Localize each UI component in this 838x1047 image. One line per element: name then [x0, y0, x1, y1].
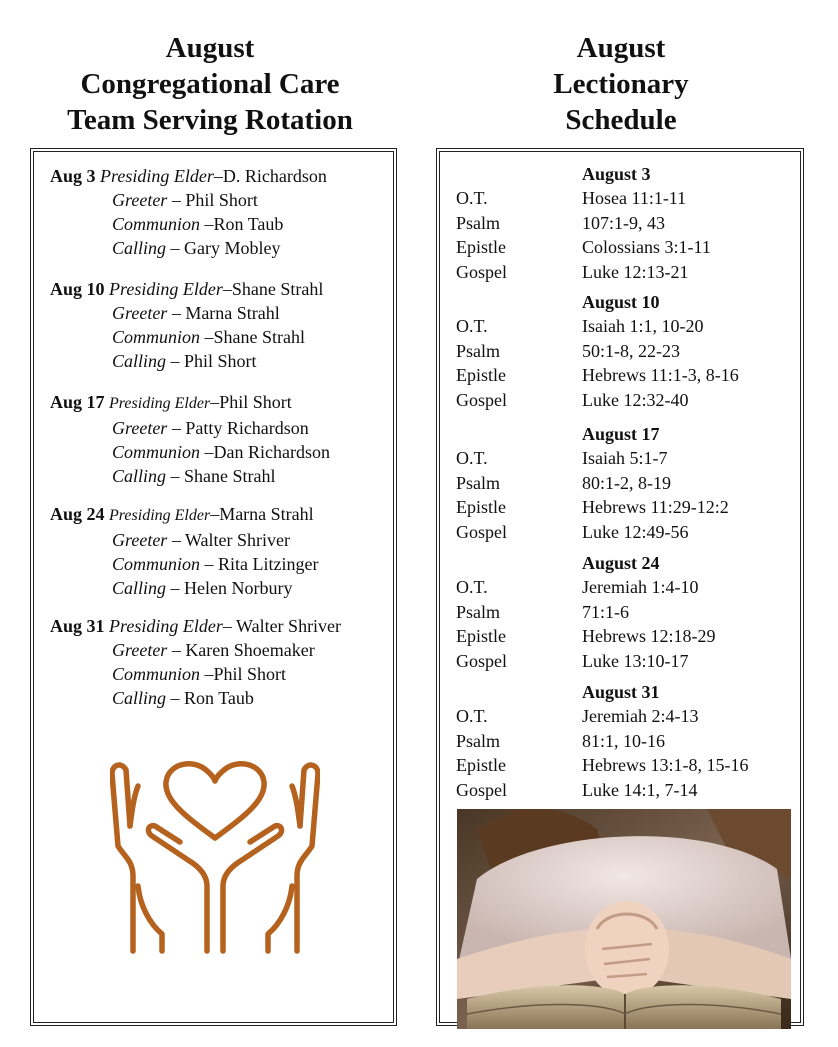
role-label: Calling: [112, 351, 167, 371]
reading-row: [456, 260, 796, 284]
role-label: Calling: [112, 238, 167, 258]
reading-reference: Hebrews 11:1-3, 8-16: [582, 365, 739, 386]
reading-reference: Luke 13:10-17: [582, 650, 689, 671]
separator: –: [167, 530, 185, 550]
presiding-elder-name: D. Richardson: [222, 166, 327, 186]
role-label: Communion: [112, 327, 201, 347]
lectionary-title-line: August: [576, 32, 666, 64]
rotation-entry: [50, 277, 323, 373]
reading-row: [456, 520, 796, 544]
role-person: Ron Taub: [213, 214, 284, 234]
reading-row: [456, 600, 796, 624]
presiding-elder-label: Presiding Elder: [109, 616, 223, 636]
reading-reference: Luke 12:13-21: [582, 261, 689, 282]
separator: –: [200, 327, 214, 347]
rotation-entry-header: [50, 614, 341, 638]
role-person: Shane Strahl: [213, 327, 306, 347]
reading-row: [456, 753, 796, 777]
reading-reference: Hebrews 11:29-12:2: [582, 497, 729, 518]
separator: –: [167, 190, 186, 210]
role-person: Phil Short: [213, 664, 287, 684]
role-label: Communion: [112, 214, 201, 234]
separator: –: [222, 279, 232, 299]
presiding-elder-name: Walter Shriver: [236, 616, 342, 636]
reading-label: Epistle: [456, 626, 506, 647]
role-line: [50, 236, 327, 260]
reading-label: Epistle: [456, 237, 506, 258]
role-person: Gary Mobley: [184, 238, 281, 258]
reading-label: Epistle: [456, 755, 506, 776]
role-person: Dan Richardson: [213, 442, 330, 462]
lectionary-week: [456, 162, 796, 284]
reading-label: Epistle: [456, 497, 506, 518]
lectionary-week: [456, 290, 796, 412]
role-label: Calling: [112, 688, 167, 708]
role-label: Greeter: [112, 640, 168, 660]
reading-label: Psalm: [456, 212, 501, 233]
presiding-elder-label: Presiding Elder: [109, 279, 223, 299]
separator: –: [200, 442, 214, 462]
role-label: Communion: [112, 664, 201, 684]
heart-in-hands-icon: [110, 756, 320, 956]
reading-reference: 50:1-8, 22-23: [582, 340, 680, 361]
rotation-entry-header: [50, 277, 323, 301]
separator: –: [222, 616, 237, 636]
lectionary-title: [436, 30, 806, 138]
rotation-entry: [50, 164, 327, 260]
separator: –: [200, 214, 214, 234]
reading-reference: Hebrews 12:18-29: [582, 626, 716, 647]
presiding-elder-name: Phil Short: [219, 392, 292, 412]
reading-label: Gospel: [456, 521, 507, 542]
role-line: [50, 686, 341, 710]
reading-label: Psalm: [456, 601, 501, 622]
role-line: [50, 528, 318, 552]
role-label: Greeter: [112, 190, 168, 210]
role-label: Greeter: [112, 530, 168, 550]
role-line: [50, 440, 330, 464]
reading-label: Gospel: [456, 650, 507, 671]
role-person: Ron Taub: [184, 688, 254, 708]
rotation-title: [20, 30, 400, 138]
reading-label: Epistle: [456, 365, 506, 386]
role-line: [50, 212, 327, 236]
lectionary-date: August 31: [582, 682, 660, 702]
rotation-title-line: Congregational Care: [80, 68, 340, 100]
role-person: Phil Short: [184, 351, 257, 371]
reading-reference: Luke 12:49-56: [582, 521, 689, 542]
presiding-elder-name: Marna Strahl: [219, 504, 314, 524]
rotation-title-line: August: [165, 32, 255, 64]
rotation-entry-header: [50, 390, 330, 416]
presiding-elder-label: Presiding Elder: [100, 166, 214, 186]
separator: –: [167, 418, 186, 438]
reading-label: Gospel: [456, 389, 507, 410]
presiding-elder-name: Shane Strahl: [231, 279, 324, 299]
lectionary-date: August 10: [582, 292, 660, 312]
reading-row: [456, 186, 796, 210]
reading-reference: Hosea 11:1-11: [582, 188, 687, 209]
rotation-date: Aug 31: [50, 616, 110, 636]
separator: –: [166, 578, 185, 598]
role-line: [50, 464, 330, 488]
role-person: Karen Shoemaker: [185, 640, 315, 660]
presiding-elder-label: Presiding Elder: [109, 395, 211, 412]
role-person: Shane Strahl: [184, 466, 276, 486]
reading-label: O.T.: [456, 577, 488, 598]
lectionary-date: August 24: [582, 553, 660, 573]
presiding-elder-label: Presiding Elder: [109, 507, 211, 524]
reading-row: [456, 471, 796, 495]
lectionary-week: [456, 551, 796, 673]
separator: –: [210, 392, 220, 412]
lectionary-week: [456, 680, 796, 802]
reading-reference: Isaiah 1:1, 10-20: [582, 316, 704, 337]
separator: –: [167, 640, 186, 660]
reading-label: Psalm: [456, 340, 501, 361]
role-line: [50, 638, 341, 662]
reading-reference: 107:1-9, 43: [582, 212, 665, 233]
reading-label: O.T.: [456, 188, 488, 209]
separator: –: [166, 466, 185, 486]
role-person: Phil Short: [185, 190, 258, 210]
lectionary-date: August 17: [582, 424, 660, 444]
reading-label: Gospel: [456, 261, 507, 282]
reading-reference: Isaiah 5:1-7: [582, 448, 668, 469]
reading-row: [456, 235, 796, 259]
rotation-date: Aug 10: [50, 279, 110, 299]
role-line: [50, 325, 323, 349]
role-person: Helen Norbury: [184, 578, 293, 598]
role-label: Greeter: [112, 303, 168, 323]
rotation-entry: [50, 390, 330, 488]
rotation-date: Aug 17: [50, 392, 110, 412]
separator: –: [213, 166, 223, 186]
rotation-date: Aug 3: [50, 166, 101, 186]
role-label: Calling: [112, 466, 167, 486]
reading-reference: 80:1-2, 8-19: [582, 472, 671, 493]
separator: –: [200, 554, 219, 574]
praying-hands-on-bible-photo: [457, 809, 791, 1029]
reading-label: O.T.: [456, 316, 488, 337]
role-line: [50, 349, 323, 373]
lectionary-title-line: Lectionary: [553, 68, 689, 100]
reading-reference: 81:1, 10-16: [582, 730, 665, 751]
lectionary-date: August 3: [582, 164, 651, 184]
reading-label: Gospel: [456, 779, 507, 800]
rotation-title-line: Team Serving Rotation: [67, 104, 353, 136]
separator: –: [167, 303, 186, 323]
reading-label: O.T.: [456, 706, 488, 727]
lectionary-panel: [436, 148, 804, 1026]
role-line: [50, 662, 341, 686]
reading-row: [456, 704, 796, 728]
role-line: [50, 301, 323, 325]
reading-reference: Luke 14:1, 7-14: [582, 779, 698, 800]
rotation-date: Aug 24: [50, 504, 110, 524]
separator: –: [210, 504, 220, 524]
reading-row: [456, 624, 796, 648]
reading-row: [456, 729, 796, 753]
role-line: [50, 416, 330, 440]
separator: –: [200, 664, 214, 684]
role-person: Patty Richardson: [185, 418, 309, 438]
role-line: [50, 576, 318, 600]
reading-label: O.T.: [456, 448, 488, 469]
lectionary-week: [456, 422, 796, 544]
reading-row: [456, 314, 796, 338]
reading-row: [456, 339, 796, 363]
role-label: Greeter: [112, 418, 168, 438]
rotation-entry: [50, 502, 318, 600]
rotation-entry-header: [50, 502, 318, 528]
role-label: Calling: [112, 578, 167, 598]
reading-reference: Colossians 3:1-11: [582, 237, 711, 258]
separator: –: [166, 238, 185, 258]
role-line: [50, 552, 318, 576]
reading-reference: Jeremiah 2:4-13: [582, 706, 699, 727]
reading-row: [456, 363, 796, 387]
reading-reference: Jeremiah 1:4-10: [582, 577, 699, 598]
reading-row: [456, 446, 796, 470]
role-label: Communion: [112, 554, 201, 574]
reading-reference: Luke 12:32-40: [582, 389, 689, 410]
reading-row: [456, 388, 796, 412]
separator: –: [166, 688, 185, 708]
role-person: Rita Litzinger: [218, 554, 319, 574]
reading-label: Psalm: [456, 472, 501, 493]
reading-reference: 71:1-6: [582, 601, 629, 622]
separator: –: [166, 351, 185, 371]
rotation-entry: [50, 614, 341, 710]
reading-row: [456, 778, 796, 802]
reading-row: [456, 575, 796, 599]
lectionary-title-line: Schedule: [565, 104, 677, 136]
role-line: [50, 188, 327, 212]
reading-row: [456, 495, 796, 519]
reading-row: [456, 211, 796, 235]
role-label: Communion: [112, 442, 201, 462]
reading-reference: Hebrews 13:1-8, 15-16: [582, 755, 749, 776]
role-person: Marna Strahl: [185, 303, 280, 323]
rotation-entry-header: [50, 164, 327, 188]
rotation-panel: [30, 148, 397, 1026]
reading-label: Psalm: [456, 730, 501, 751]
role-person: Walter Shriver: [185, 530, 291, 550]
reading-row: [456, 649, 796, 673]
